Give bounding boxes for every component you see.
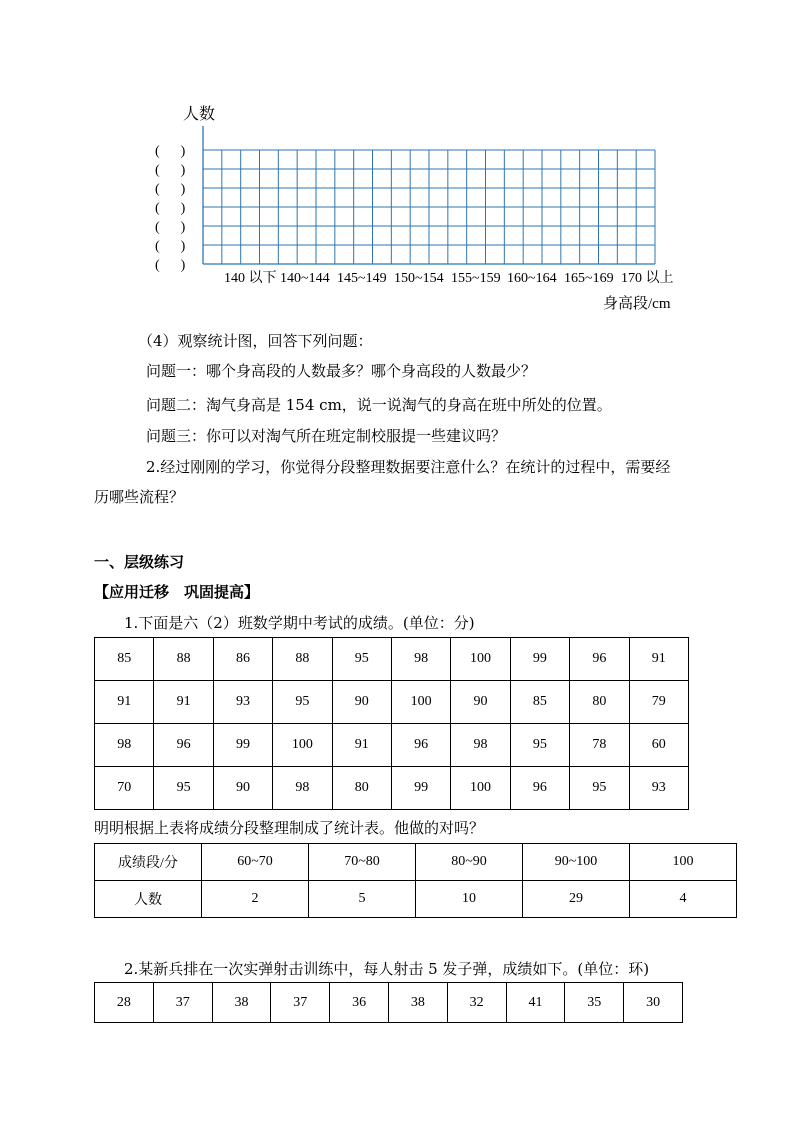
score-cell: 95 [332,638,391,681]
score-cell: 70 [95,767,154,810]
score-cell: 88 [154,638,213,681]
y-tick-placeholder: ( ) [155,258,186,273]
section-subheading: 【应用迁移 巩固提高】 [94,583,260,601]
score-cell: 91 [95,681,154,724]
score-cell: 100 [391,681,450,724]
stats-cell: 5 [309,881,416,918]
y-tick-placeholder: ( ) [155,239,186,254]
score-cell: 35 [565,983,624,1023]
score-cell: 91 [629,638,688,681]
x-tick-label: 155~159 [451,271,501,286]
score-cell: 98 [273,767,332,810]
score-cell: 98 [95,724,154,767]
stats-header-cell: 70~80 [309,844,416,881]
score-cell: 93 [213,681,272,724]
table-row [95,724,689,767]
score-cell: 37 [153,983,212,1023]
exercise-2-prompt: 2.某新兵排在一次实弹射击训练中，每人射击 5 发子弹，成绩如下。(单位：环) [124,960,650,978]
y-tick-placeholder: ( ) [155,201,186,216]
score-cell: 93 [629,767,688,810]
y-tick-placeholder: ( ) [155,182,186,197]
score-cell: 96 [391,724,450,767]
part4-question-2: 问题二：淘气身高是 154 cm，说一说淘气的身高在班中所处的位置。 [146,396,612,414]
exercise-1-score-table [94,637,689,810]
chart-xlabel: 身高段/cm [603,296,671,312]
score-cell: 30 [624,983,683,1023]
question-2-line2: 历哪些流程？ [94,488,185,506]
exercise-1-question: 明明根据上表将成绩分段整理制成了统计表。他做的对吗？ [94,819,485,837]
score-cell: 37 [271,983,330,1023]
score-cell: 95 [570,767,629,810]
table-row [95,983,683,1023]
exercise-1-prompt: 1.下面是六（2）班数学期中考试的成绩。(单位：分) [124,614,475,632]
table-row [95,767,689,810]
score-cell: 100 [451,767,510,810]
stats-header-cell: 90~100 [523,844,630,881]
stats-cell: 29 [523,881,630,918]
score-cell: 78 [570,724,629,767]
stats-cell: 2 [202,881,309,918]
table-row [95,844,737,881]
score-cell: 90 [332,681,391,724]
score-cell: 88 [273,638,332,681]
y-tick-placeholder: ( ) [155,220,186,235]
score-cell: 98 [451,724,510,767]
part4-intro: （4）观察统计图，回答下列问题： [138,332,373,350]
score-cell: 60 [629,724,688,767]
score-cell: 91 [154,681,213,724]
score-cell: 98 [391,638,450,681]
score-cell: 95 [510,724,569,767]
score-cell: 80 [570,681,629,724]
x-tick-label: 150~154 [394,271,444,286]
score-cell: 91 [332,724,391,767]
score-cell: 85 [510,681,569,724]
score-cell: 86 [213,638,272,681]
score-cell: 80 [332,767,391,810]
score-cell: 95 [154,767,213,810]
chart-grid [203,150,655,264]
score-cell: 99 [391,767,450,810]
y-tick-placeholder: ( ) [155,144,186,159]
score-cell: 100 [273,724,332,767]
score-cell: 100 [451,638,510,681]
score-cell: 79 [629,681,688,724]
score-cell: 96 [570,638,629,681]
score-cell: 38 [388,983,447,1023]
table-row [95,681,689,724]
x-tick-label: 140~144 [280,271,330,286]
score-cell: 99 [213,724,272,767]
score-cell: 41 [506,983,565,1023]
x-tick-labels [224,270,674,286]
y-tick-placeholder: ( ) [155,163,186,178]
x-tick-label: 160~164 [507,271,557,286]
score-cell: 95 [273,681,332,724]
stats-cell: 10 [416,881,523,918]
part4-question-1: 问题一：哪个身高段的人数最多？哪个身高段的人数最少？ [146,362,537,380]
score-cell: 90 [213,767,272,810]
table-row [95,638,689,681]
x-tick-label: 170 以上 [621,271,674,286]
score-cell: 90 [451,681,510,724]
table-row [95,881,737,918]
x-tick-label: 140 以下 [224,271,277,286]
score-cell: 36 [330,983,389,1023]
x-tick-label: 165~169 [564,271,614,286]
height-chart [0,0,794,320]
x-tick-label: 145~149 [337,271,387,286]
score-cell: 28 [95,983,154,1023]
exercise-1-stats-table [94,843,737,918]
section-heading: 一、层级练习 [94,553,185,571]
stats-header-cell: 80~90 [416,844,523,881]
score-cell: 96 [154,724,213,767]
score-cell: 38 [212,983,271,1023]
stats-cell: 人数 [95,881,202,918]
y-tick-placeholders [155,144,186,273]
score-cell: 32 [447,983,506,1023]
score-cell: 85 [95,638,154,681]
score-cell: 96 [510,767,569,810]
exercise-2-score-table [94,982,683,1023]
score-cell: 99 [510,638,569,681]
question-2-line1: 2.经过刚刚的学习，你觉得分段整理数据要注意什么？在统计的过程中，需要经 [146,458,671,476]
stats-header-cell: 60~70 [202,844,309,881]
part4-question-3: 问题三：你可以对淘气所在班定制校服提一些建议吗？ [146,427,507,445]
stats-cell: 4 [630,881,737,918]
stats-header-cell: 成绩段/分 [95,844,202,881]
chart-ylabel: 人数 [183,106,216,123]
stats-header-cell: 100 [630,844,737,881]
